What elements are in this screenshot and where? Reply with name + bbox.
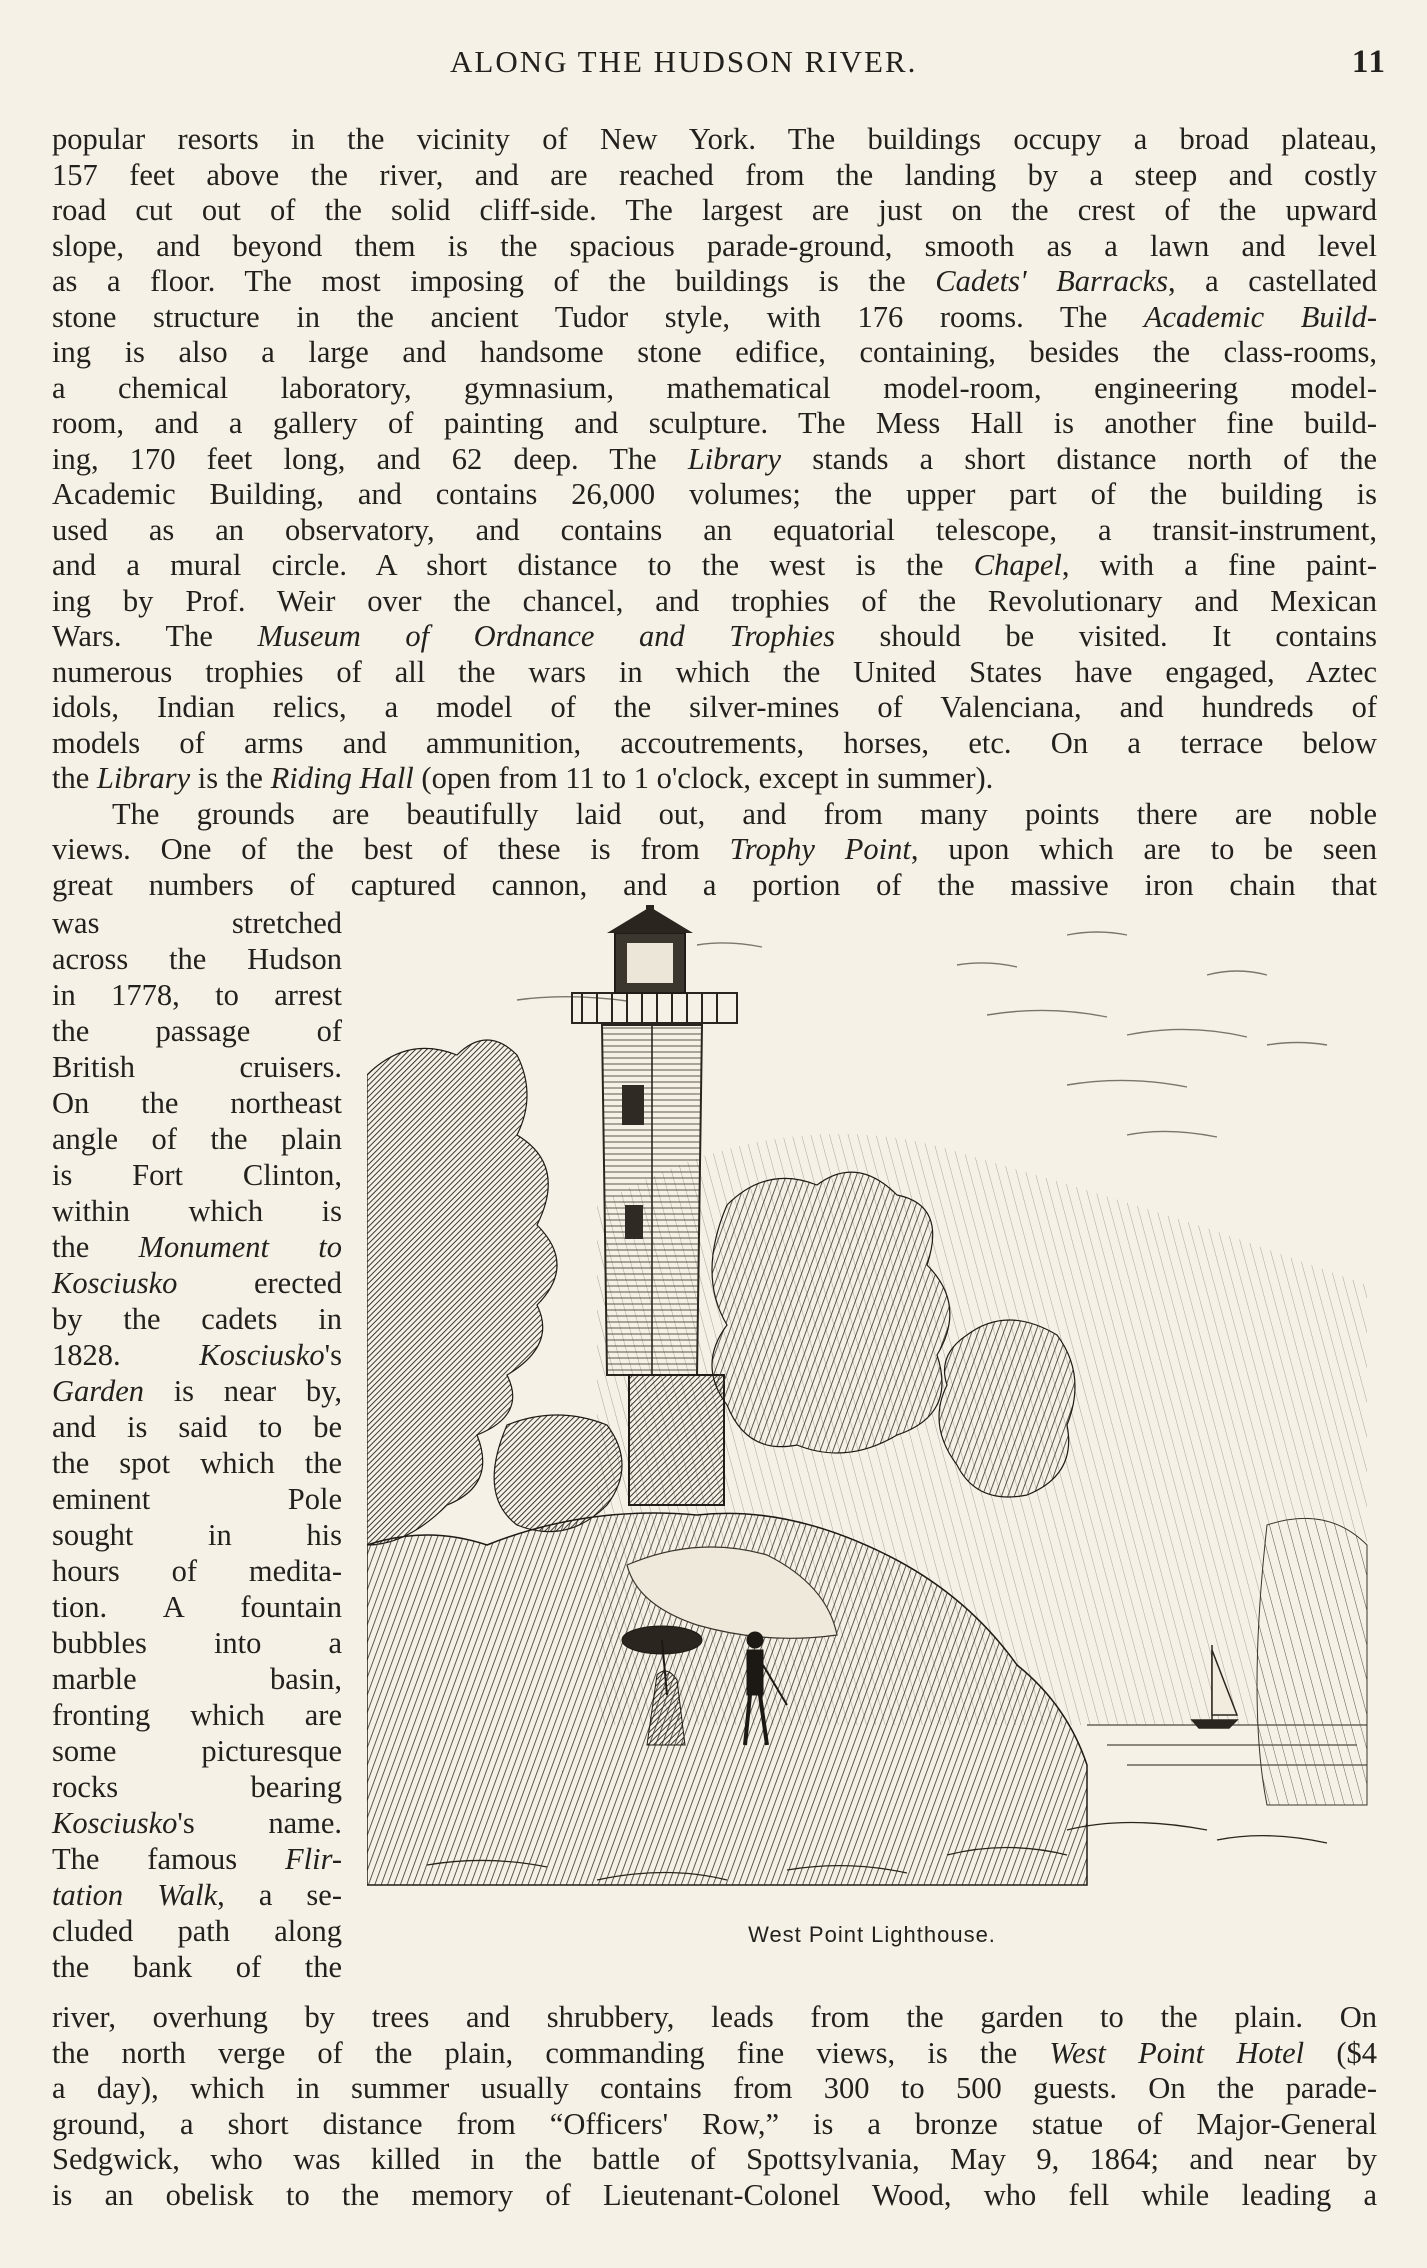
- text-line: was stretched: [52, 906, 342, 940]
- text-line: 1828. Kosciusko's: [52, 1338, 342, 1372]
- side-column-text: [52, 905, 342, 1985]
- text-line: sought in his: [52, 1518, 342, 1552]
- text-line: the spot which the: [52, 1446, 342, 1480]
- text-line: bubbles into a: [52, 1626, 342, 1660]
- text-line: the passage of: [52, 1014, 342, 1048]
- text-line: popular resorts in the vicinity of New York. The buildings occupy a broad plateau,: [52, 122, 1377, 156]
- text-line: a day), which in summer usually contains from 300 to 500 guests. On the parade-: [52, 2071, 1377, 2105]
- text-line: ing by Prof. Weir over the chancel, and trophies of the Revolutionary and Mexican: [52, 583, 1377, 618]
- text-line: a chemical laboratory, gymnasium, mathematical model-room, engineering model-: [52, 370, 1377, 405]
- text-line: idols, Indian relics, a model of the silver-mines of Valenciana, and hundreds of: [52, 690, 1377, 724]
- text-line: fronting which are: [52, 1698, 342, 1732]
- running-title: ALONG THE HUDSON RIVER.: [450, 44, 918, 79]
- text-line: 157 feet above the river, and are reached from the landing by a steep and costly: [52, 157, 1377, 192]
- text-line: room, and a gallery of painting and sculpture. The Mess Hall is another fine build-: [52, 406, 1377, 440]
- text-line: On the northeast: [52, 1086, 342, 1120]
- text-line: eminent Pole: [52, 1482, 342, 1516]
- intro-paragraph: [52, 122, 1377, 903]
- text-line: Wars. The Museum of Ordnance and Trophies should be visited. It contains: [52, 619, 1378, 653]
- text-line: marble basin,: [52, 1662, 342, 1696]
- text-line: road cut out of the solid cliff-side. The largest are just on the crest of the upward: [52, 193, 1377, 227]
- text-line: some picturesque: [52, 1734, 342, 1768]
- page-number: 11: [1351, 44, 1387, 80]
- closing-paragraph: [52, 2000, 1377, 2213]
- text-line: Sedgwick, who was killed in the battle of Spottsylvania, May 9, 1864; and near by: [52, 2142, 1377, 2176]
- text-line: is an obelisk to the memory of Lieutenant-Colonel Wood, who fell while leading a: [52, 2177, 1377, 2212]
- text-line: The grounds are beautifully laid out, and from many points there are noble: [112, 796, 1377, 831]
- right-bluff: [1257, 1518, 1367, 1805]
- lighthouse-engraving: [367, 905, 1377, 2000]
- text-line: models of arms and ammunition, accoutrements, horses, etc. On a terrace below: [52, 725, 1377, 760]
- body-text: [52, 122, 1377, 2213]
- text-line: across the Hudson: [52, 942, 342, 976]
- figure-caption: West Point Lighthouse.: [748, 1922, 996, 1947]
- figure-area: [52, 905, 1377, 2000]
- text-line: stone structure in the ancient Tudor style, with 176 rooms. The Academic Build-: [52, 299, 1377, 334]
- text-line: by the cadets in: [52, 1302, 342, 1336]
- text-line: The famous Flir-: [52, 1842, 342, 1876]
- text-line: slope, and beyond them is the spacious parade-ground, smooth as a lawn and level: [52, 228, 1377, 263]
- text-line: angle of the plain: [52, 1122, 342, 1156]
- engraving-illustration: [367, 905, 1377, 1915]
- text-line: the Monument to: [52, 1230, 342, 1264]
- text-line: river, overhung by trees and shrubbery, leads from the garden to the plain. On: [52, 2000, 1377, 2034]
- running-head: [0, 44, 1427, 84]
- text-line: and is said to be: [52, 1410, 342, 1444]
- text-line: as a floor. The most imposing of the buildings is the Cadets' Barracks, a castellated: [52, 264, 1378, 298]
- text-line: hours of medita-: [52, 1554, 342, 1588]
- text-line: Academic Building, and contains 26,000 volumes; the upper part of the building is: [52, 477, 1377, 511]
- text-line: tation Walk, a se-: [52, 1878, 342, 1912]
- text-line: the north verge of the plain, commanding fine views, is the West Point Hotel ($4: [52, 2035, 1377, 2070]
- text-line: ground, a short distance from “Officers' Row,” is a bronze statue of Major-General: [52, 2106, 1377, 2141]
- text-line: Kosciusko erected: [52, 1266, 342, 1300]
- text-line: views. One of the best of these is from Trophy Point, upon which are to be seen: [52, 832, 1377, 866]
- text-line: ing, 170 feet long, and 62 deep. The Library stands a short distance north of the: [52, 441, 1377, 476]
- text-line: Kosciusko's name.: [52, 1806, 342, 1840]
- text-line: the Library is the Riding Hall (open from 11 to 1 o'clock, except in summer).: [52, 761, 994, 795]
- text-line: within which is: [52, 1194, 342, 1228]
- text-line: and a mural circle. A short distance to the west is the Chapel, with a fine paint-: [52, 548, 1377, 582]
- text-line: in 1778, to arrest: [52, 978, 342, 1012]
- text-line: cluded path along: [52, 1914, 342, 1948]
- text-line: used as an observatory, and contains an equatorial telescope, a transit-instrument,: [52, 512, 1377, 547]
- text-line: is Fort Clinton,: [52, 1158, 342, 1192]
- tree-left: [367, 1040, 622, 1545]
- text-line: tion. A fountain: [52, 1590, 342, 1624]
- text-line: British cruisers.: [52, 1050, 342, 1084]
- text-line: the bank of the: [52, 1950, 342, 1984]
- text-line: ing is also a large and handsome stone edifice, containing, besides the class-rooms,: [52, 335, 1377, 369]
- text-line: Garden is near by,: [52, 1374, 342, 1408]
- text-line: numerous trophies of all the wars in which the United States have engaged, Aztec: [52, 654, 1377, 689]
- text-line: rocks bearing: [52, 1770, 342, 1804]
- text-line: great numbers of captured cannon, and a portion of the massive iron chain that: [52, 867, 1377, 902]
